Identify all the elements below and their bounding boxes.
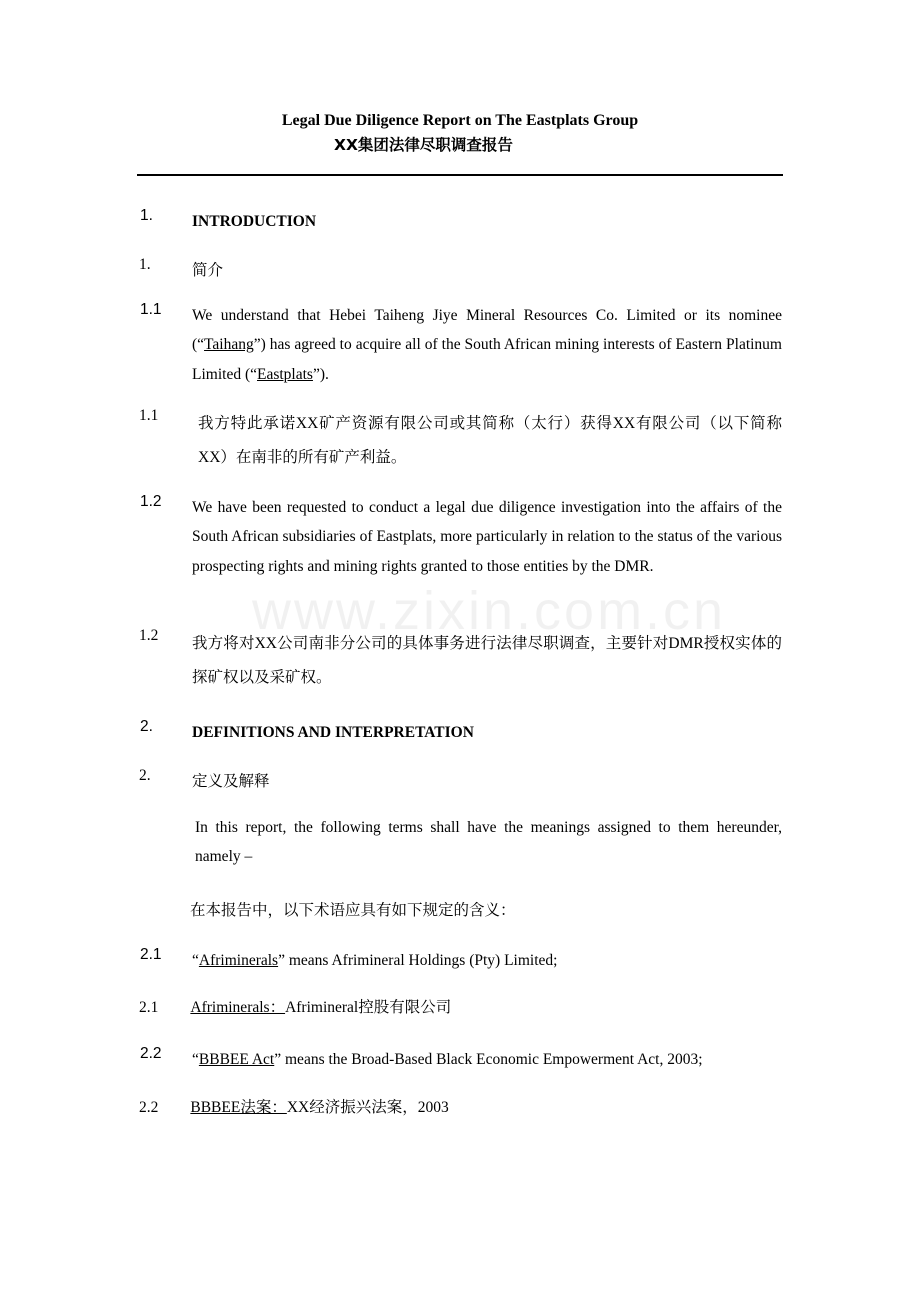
section-number: 1. (140, 207, 153, 224)
definition-2-2-chinese (139, 1095, 449, 1117)
section-number: 2. (140, 718, 153, 735)
defined-term: BBBEE法案： (190, 1099, 287, 1116)
paragraph-number: 1.1 (140, 301, 162, 318)
section-number: 2. (139, 767, 151, 784)
definition-number: 2.1 (139, 999, 159, 1016)
report-title-chinese: XX集团法律尽职调查报告 (334, 136, 513, 154)
report-title-english: Legal Due Diligence Report on The Eastplats Group (281, 112, 639, 129)
defined-term: Afriminerals： (190, 999, 286, 1016)
text-run: ” means the Broad-Based Black Economic Empowerment Act, 2003; (274, 1051, 703, 1068)
watermark: www.zixin.com.cn (252, 581, 727, 641)
definition-text (192, 1045, 782, 1074)
definition-text: Afrimineral控股有限公司 (285, 999, 452, 1016)
paragraph-number: 1.2 (139, 627, 159, 644)
section-heading: DEFINITIONS AND INTERPRETATION (192, 724, 474, 741)
text-run: “ (192, 952, 199, 969)
paragraph-text: We have been requested to conduct a legal due diligence investigation into the affairs of the South African subsidiaries of Eastplats, more particularly in relation to the status of the various prospecting rights and mining rights granted to those entities by the DMR. (192, 499, 782, 575)
paragraph-text: 在本报告中，以下术语应具有如下规定的含义： (190, 902, 516, 919)
text-run: ” means Afrimineral Holdings (Pty) Limited; (278, 952, 558, 969)
defined-term: BBBEE Act (198, 1051, 275, 1068)
definition-number: 2.2 (140, 1045, 162, 1062)
paragraph-text (192, 301, 782, 389)
paragraph-text: 我方将对XX公司南非分公司的具体事务进行法律尽职调查，主要针对DMR授权实体的探矿权以及采矿权。 (192, 635, 782, 686)
section-heading: 定义及解释 (192, 773, 270, 790)
section-heading: 简介 (192, 262, 224, 279)
text-run: ”). (312, 365, 329, 383)
title-divider (137, 174, 783, 176)
defined-term: Taihang (204, 336, 254, 354)
text-run: “ (192, 1051, 199, 1068)
text-run: We understand that Hebei Taiheng Jiye Mineral Resources Co. Limited or its nominee (“ (192, 307, 782, 354)
section-number: 1. (139, 256, 151, 273)
paragraph-text: In this report, the following terms shall have the meanings assigned to them hereunder, namely – (195, 819, 782, 866)
defined-term: Afriminerals (198, 952, 279, 969)
definition-number: 2.1 (140, 946, 162, 963)
definition-2-1-chinese (139, 995, 451, 1017)
defined-term-underlined (158, 1099, 286, 1116)
paragraph-number: 1.2 (140, 493, 162, 510)
definition-text: XX经济振兴法案，2003 (286, 1099, 449, 1116)
definition-number: 2.2 (139, 1099, 159, 1116)
paragraph-number: 1.1 (139, 407, 159, 424)
defined-term: Eastplats (257, 365, 313, 383)
definition-text (192, 946, 782, 975)
paragraph-text: 我方特此承诺XX矿产资源有限公司或其简称（太行）获得XX有限公司（以下简称XX）在南非的所有矿产利益。 (198, 415, 782, 466)
text-run: ”) has agreed to acquire all of the South African mining interests of Eastern Platinum Limited (“ (192, 336, 782, 383)
defined-term-underlined (158, 999, 285, 1016)
section-heading: INTRODUCTION (192, 213, 317, 230)
